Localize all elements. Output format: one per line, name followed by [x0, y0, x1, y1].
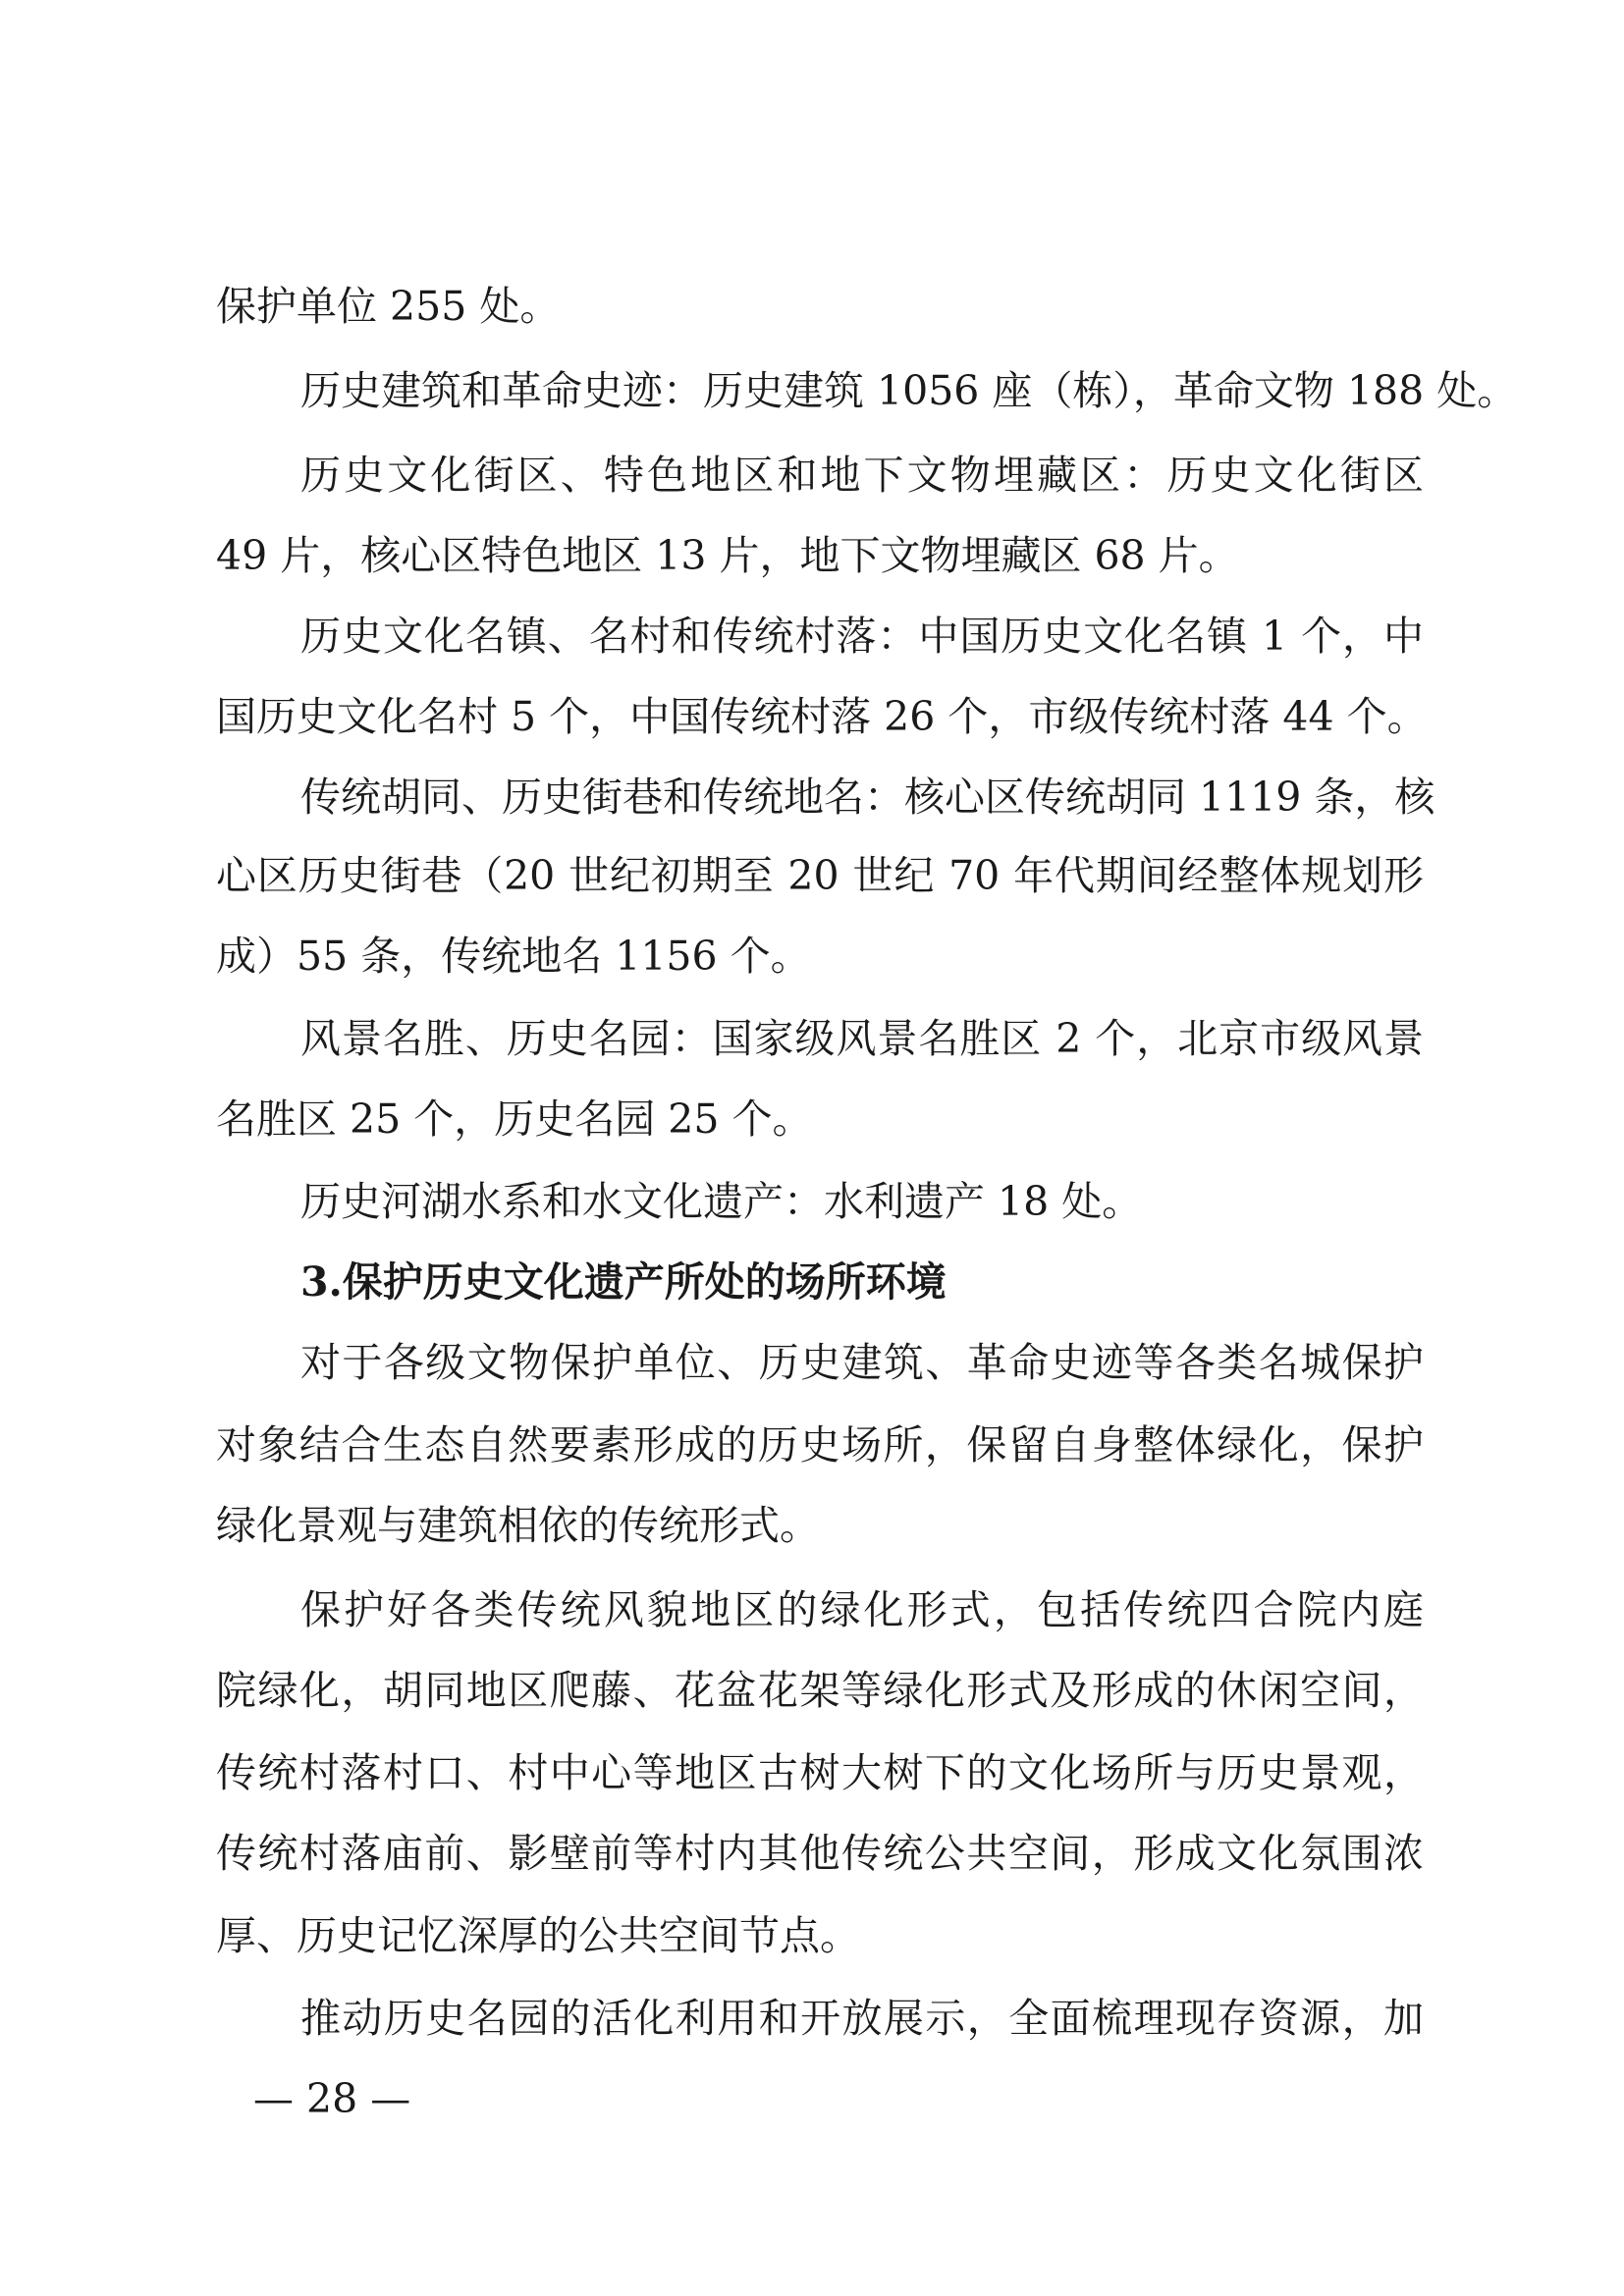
text-line: 国历史文化名村 5 个，中国传统村落 26 个，市级传统村落 44 个。: [216, 693, 1428, 740]
text-line: 对于各级文物保护单位、历史建筑、革命史迹等各类名城保护: [300, 1339, 1424, 1386]
text-line: 传统村落村口、村中心等地区古树大树下的文化场所与历史景观，: [216, 1749, 1424, 1796]
text-line: 成）55 条，传统地名 1156 个。: [216, 933, 811, 980]
text-line: 历史文化名镇、名村和传统村落：中国历史文化名镇 1 个，中: [300, 613, 1424, 660]
text-line: 历史河湖水系和水文化遗产：水利遗产 18 处。: [300, 1178, 1143, 1225]
text-line: 风景名胜、历史名园：国家级风景名胜区 2 个，北京市级风景: [300, 1015, 1424, 1062]
text-line: 历史文化街区、特色地区和地下文物埋藏区：历史文化街区: [300, 452, 1424, 499]
text-line: 对象结合生态自然要素形成的历史场所，保留自身整体绿化，保护: [216, 1421, 1424, 1468]
text-line: 院绿化，胡同地区爬藤、花盆花架等绿化形式及形成的休闲空间，: [216, 1667, 1424, 1714]
page-number: — 28 —: [253, 2075, 411, 2122]
text-line: 保护好各类传统风貌地区的绿化形式，包括传统四合院内庭: [300, 1586, 1424, 1633]
text-line: 49 片，核心区特色地区 13 片，地下文物埋藏区 68 片。: [216, 532, 1239, 579]
text-line: 保护单位 255 处。: [216, 283, 561, 330]
text-line: 名胜区 25 个，历史名园 25 个。: [216, 1095, 813, 1143]
text-line: 绿化景观与建筑相依的传统形式。: [216, 1502, 820, 1549]
text-line: 历史建筑和革命史迹：历史建筑 1056 座（栋），革命文物 188 处。: [300, 367, 1518, 414]
text-line: 厚、历史记忆深厚的公共空间节点。: [216, 1912, 860, 1959]
section-heading: 3.保护历史文化遗产所处的场所环境: [300, 1258, 947, 1306]
text-line: 心区历史街巷（20 世纪初期至 20 世纪 70 年代期间经整体规划形: [216, 852, 1424, 899]
text-line: 传统胡同、历史街巷和传统地名：核心区传统胡同 1119 条，核: [300, 774, 1435, 821]
text-line: 传统村落庙前、影壁前等村内其他传统公共空间，形成文化氛围浓: [216, 1830, 1424, 1877]
text-line: 推动历史名园的活化利用和开放展示，全面梳理现存资源，加: [300, 1995, 1424, 2042]
